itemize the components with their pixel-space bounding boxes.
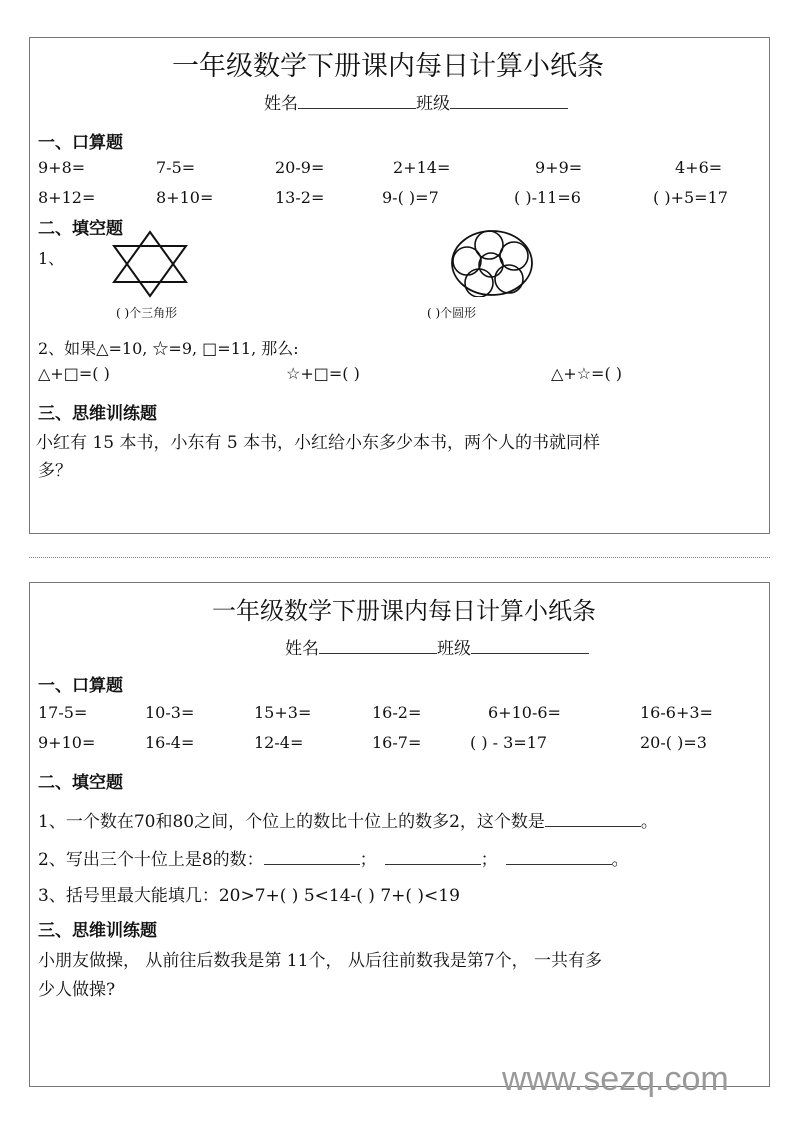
problem: 9-( )=7 xyxy=(382,188,439,207)
fill-question-2: 2、写出三个十位上是8的数： ； ； 。 xyxy=(38,850,629,870)
question-2-text: 2、如果△=10, ☆=9, □=11, 那么: xyxy=(38,339,299,358)
word-problem-line: 小红有 15 本书，小东有 5 本书，小红给小东多少本书，两个人的书就同样 xyxy=(36,433,601,453)
problem: 9+8= xyxy=(38,158,86,177)
section-heading-fill: 二、填空题 xyxy=(38,773,123,793)
worksheet-title: 一年级数学下册课内每日计算小纸条 xyxy=(172,51,604,82)
problem: 10-3= xyxy=(145,703,195,722)
class-label: 班级 xyxy=(437,639,471,659)
problem: 4+6= xyxy=(675,158,723,177)
word-problem-line: 少人做操? xyxy=(38,980,116,1000)
problem: 16-2= xyxy=(372,703,422,722)
class-blank[interactable] xyxy=(450,92,568,109)
problem: 16-7= xyxy=(372,733,422,752)
section-heading-thinking: 三、思维训练题 xyxy=(38,404,157,424)
problem: 9+10= xyxy=(38,733,96,752)
problem: 8+12= xyxy=(38,188,96,207)
problem: 20-9= xyxy=(275,158,325,177)
problem: ( )+5=17 xyxy=(653,188,728,207)
triangle-count-caption: ( )个三角形 xyxy=(116,306,178,320)
question-number: 1、 xyxy=(38,249,65,268)
star-of-david-icon xyxy=(110,230,190,298)
name-label: 姓名 xyxy=(285,639,319,659)
problem: 7-5= xyxy=(156,158,196,177)
problem: 15+3= xyxy=(254,703,312,722)
class-label: 班级 xyxy=(416,94,450,114)
name-label: 姓名 xyxy=(264,94,298,114)
answer-blank[interactable] xyxy=(506,848,612,865)
circles-figure-icon xyxy=(449,229,535,297)
section-heading-fill: 二、填空题 xyxy=(38,219,123,239)
name-blank[interactable] xyxy=(319,637,437,654)
problem: 9+9= xyxy=(535,158,583,177)
word-problem-line: 多？ xyxy=(38,461,72,481)
problem: 12-4= xyxy=(254,733,304,752)
name-class-line xyxy=(264,89,568,114)
fill-question-1: 1、一个数在70和80之间，个位上的数比十位上的数多2，这个数是 。 xyxy=(38,812,658,832)
answer-item: ☆+□=( ) xyxy=(286,364,360,383)
name-class-line xyxy=(285,634,589,659)
problem: ( )-11=6 xyxy=(514,188,581,207)
answer-item: △+□=( ) xyxy=(38,364,110,383)
fill-question-3: 3、括号里最大能填几：20>7+( ) 5<14-( ) 7+( )<19 xyxy=(38,886,460,906)
watermark: www.sezq.com xyxy=(502,1060,729,1098)
answer-blank[interactable] xyxy=(545,810,641,827)
problem: 17-5= xyxy=(38,703,88,722)
problem: 2+14= xyxy=(393,158,451,177)
answer-blank[interactable] xyxy=(385,848,481,865)
answer-item: △+☆=( ) xyxy=(551,364,623,383)
worksheet-title: 一年级数学下册课内每日计算小纸条 xyxy=(212,597,596,625)
worksheet-1 xyxy=(29,37,770,534)
problem: 16-6+3= xyxy=(640,703,713,722)
problem: ( ) - 3=17 xyxy=(470,733,548,752)
section-heading-thinking: 三、思维训练题 xyxy=(38,921,157,941)
name-blank[interactable] xyxy=(298,92,416,109)
worksheet-2 xyxy=(29,582,770,1087)
problem: 16-4= xyxy=(145,733,195,752)
answer-blank[interactable] xyxy=(264,848,360,865)
section-heading-oral: 一、口算题 xyxy=(38,676,123,696)
problem: 8+10= xyxy=(156,188,214,207)
problem: 6+10-6= xyxy=(488,703,561,722)
section-heading-oral: 一、口算题 xyxy=(38,133,123,153)
class-blank[interactable] xyxy=(471,637,589,654)
problem: 13-2= xyxy=(275,188,325,207)
cut-line-divider xyxy=(29,557,770,558)
problem: 20-( )=3 xyxy=(640,733,707,752)
word-problem-line: 小朋友做操， 从前往后数我是第 11个， 从后往前数我是第7个， 一共有多 xyxy=(38,951,603,971)
circle-count-caption: ( )个圆形 xyxy=(427,306,477,320)
